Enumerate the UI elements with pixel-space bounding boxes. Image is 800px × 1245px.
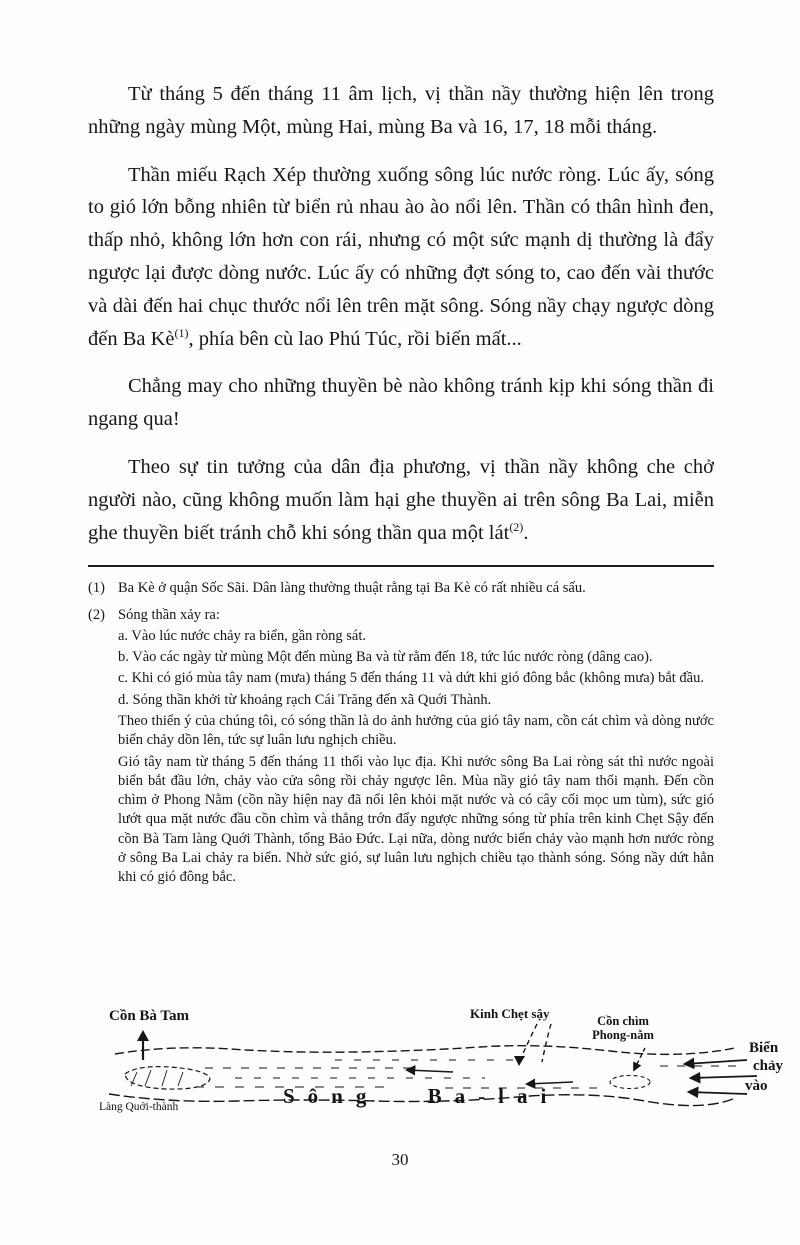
- footnote-1-body: [118, 579, 714, 600]
- footnote-1-text: Ba Kè ở quận Sốc Sãi. Dân làng thường thuật rằng tại Ba Kè có rất nhiều cá sấu.: [118, 580, 586, 597]
- river-map-drawing: [85, 1008, 797, 1132]
- map-label-con-ba-tam: Cồn Bà Tam: [109, 1008, 190, 1024]
- footnote-ref-2: (2): [509, 519, 524, 534]
- footnote-ref-1: (1): [174, 325, 189, 340]
- footnote-2-item-d: d. Sóng thần khởi từ khoảng rạch Cái Trăng đến xã Quới Thành.: [118, 691, 492, 708]
- footnote-2-label: (2): [88, 606, 105, 623]
- map-label-con-chim-line2: Phong-nằm: [592, 1028, 654, 1042]
- footnote-2-item-a: a. Vào lúc nước chảy ra biển, gần ròng sát.: [118, 627, 366, 644]
- footnote-divider: [88, 565, 714, 567]
- paragraph-3: Chẳng may cho những thuyền bè nào không tránh kịp khi sóng thần đi ngang qua!: [88, 375, 714, 431]
- footnotes-section: [88, 579, 714, 889]
- main-text: [88, 78, 714, 549]
- paragraph-2-text-end: , phía bên cù lao Phú Túc, rồi biến mất...: [188, 327, 522, 350]
- map-label-vao: vào: [745, 1078, 768, 1094]
- map-label-bien: Biển: [749, 1040, 779, 1056]
- footnote-2: [88, 606, 714, 890]
- footnote-2-item-c: c. Khi có gió mùa tây nam (mưa) tháng 5 đến tháng 11 và dứt khi gió đông bắc (không mưa) bắt đầu.: [118, 670, 704, 687]
- paragraph-4-text: Theo sự tin tưởng của dân địa phương, vị thần nầy không che chở người nào, cũng không muốn làm hại ghe thuyền ai trên sông Ba Lai, miễn ghe thuyền biết tránh chỗ khi sóng thần qua một lát: [88, 455, 714, 544]
- paragraph-2: [88, 159, 714, 356]
- footnote-2-item-b: b. Vào các ngày từ mùng Một đến mùng Ba và từ rằm đến 18, tức lúc nước ròng (dâng cao).: [118, 649, 653, 666]
- map-label-song-ba-lai: Sông Ba-lai: [283, 1084, 560, 1108]
- paragraph-2-text: Thần miếu Rạch Xép thường xuống sông lúc nước ròng. Lúc ấy, sóng to gió lớn bỗng nhiên từ biển rủ nhau ào ào nổi lên. Thần có thân hình đen, thấp nhỏ, không lớn hơn con rái, nhưng có một sức mạnh dị thường là đẩy ngược lại được dòng nước. Lúc ấy có những đợt sóng to, cao đến vài thước và dài đến hai chục thước nổi lên trên mặt sông. Sóng nầy chạy ngược dòng đến Ba Kè: [88, 163, 714, 350]
- map-label-lang-quoi-thanh: Làng Quới-thành: [99, 1101, 179, 1113]
- footnote-2-commentary-1: Theo thiển ý của chúng tôi, có sóng thần là do ảnh hưởng của gió tây nam, cồn cát chìm và dòng nước biển chảy dồn lên, tức sự luân lưu nghịch chiều.: [118, 713, 714, 749]
- map-label-chay: chảy: [753, 1058, 783, 1074]
- footnote-1: [88, 579, 714, 600]
- map-label-kinh-chet-say: Kinh Chẹt sậy: [470, 1006, 550, 1021]
- paragraph-4-text-end: .: [523, 521, 529, 544]
- footnote-1-label: (1): [88, 580, 105, 597]
- footnote-2-commentary-2: Gió tây nam từ tháng 5 đến tháng 11 thổi vào lục địa. Khi nước sông Ba Lai ròng sát thì nước ngoài biển bắt đầu lớn, chảy vào cửa sông rồi chảy ngược lên. Mùa nầy gió tây nam thổi mạnh. Đến cồn chìm ở Phong Nằm (cồn nầy hiện nay đã nổi lên khỏi mặt nước và có cây cối mọc um tùm), sức gió lướt qua mặt nước đầu cồn chìm và thẳng trớn đẩy ngược những sóng từ phía trên kinh Chẹt Sậy đến cồn Bà Tam làng Quới Thành, tổng Bảo Đức. Lại nữa, dòng nước biển chảy vào mạnh hơn nước ròng ở sông Ba Lai chảy ra biển. Nhờ sức gió, sự luân lưu nghịch chiều tạo thành sóng. Sóng nầy dứt hẳn khi có gió đông bắc.: [118, 753, 714, 886]
- paragraph-1: Từ tháng 5 đến tháng 11 âm lịch, vị thần nầy thường hiện lên trong những ngày mùng Một, mùng Hai, mùng Ba và 16, 17, 18 mỗi tháng.: [88, 83, 714, 138]
- paragraph-4: [88, 451, 714, 549]
- map-label-con-chim: [577, 1014, 669, 1042]
- page-number: 30: [391, 1150, 409, 1169]
- footnote-2-body: [118, 606, 714, 890]
- footnote-2-intro: Sóng thần xảy ra:: [118, 606, 220, 623]
- scanned-book-page: [88, 78, 714, 895]
- map-label-con-chim-line1: Cồn chìm: [597, 1014, 649, 1028]
- river-map: [85, 1008, 797, 1132]
